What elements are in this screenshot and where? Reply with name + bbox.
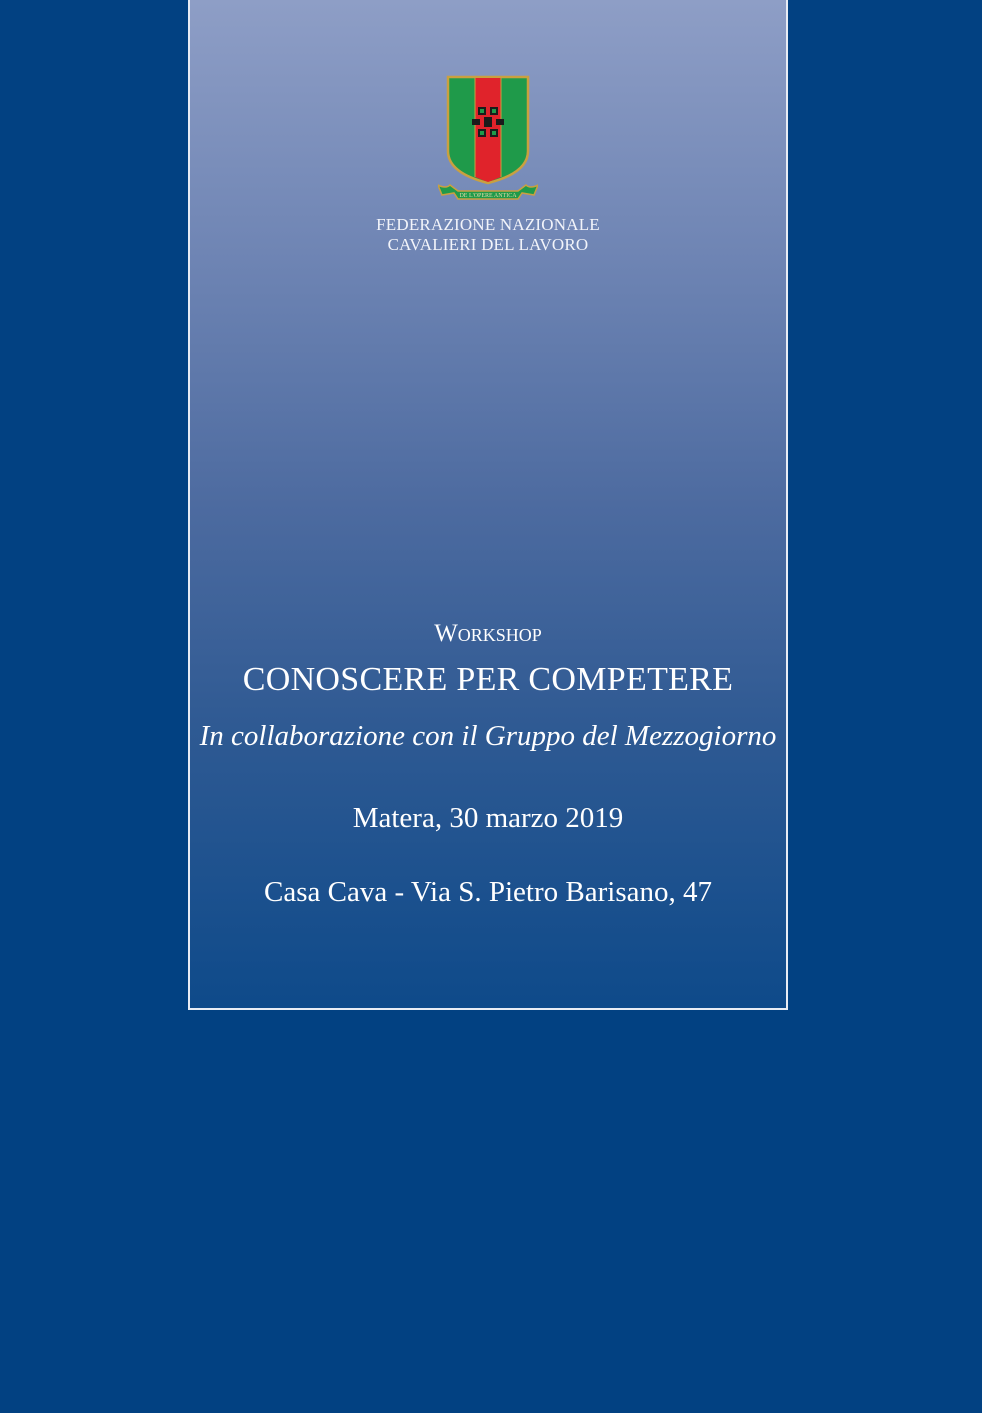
event-title: CONOSCERE PER COMPETERE	[242, 661, 734, 698]
organization-name-line2: CAVALIERI DEL LAVORO	[387, 235, 589, 254]
event-type: Workshop	[434, 620, 542, 647]
event-date: Matera, 30 marzo 2019	[352, 802, 624, 834]
svg-text:DE L'OPERE ANTICA: DE L'OPERE ANTICA	[459, 193, 517, 199]
cover-panel	[188, 0, 788, 1010]
event-venue: Casa Cava - Via S. Pietro Barisano, 47	[264, 876, 712, 908]
event-subtitle: In collaborazione con il Gruppo del Mezzogiorno	[199, 720, 777, 752]
coat-of-arms-icon	[438, 73, 538, 201]
organization-name-line1: FEDERAZIONE NAZIONALE	[376, 215, 600, 234]
